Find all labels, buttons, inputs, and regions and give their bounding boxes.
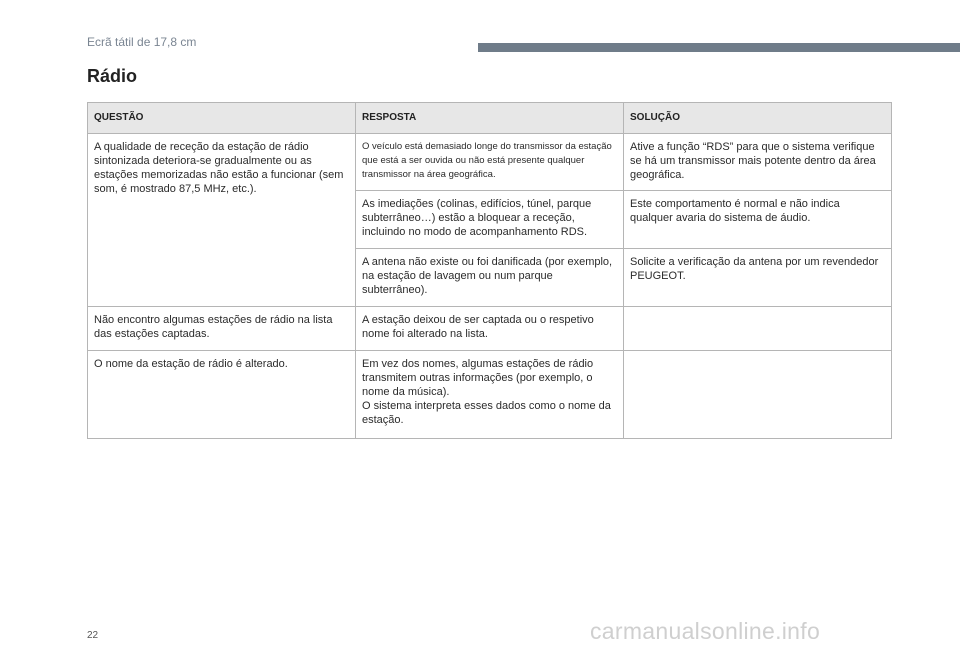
watermark: carmanualsonline.info <box>590 618 821 644</box>
table-row <box>88 307 892 351</box>
response-cell: As imediações (colinas, edifícios, túnel, parque subterrâneo…) estão a bloquear a receção, incluindo no modo de acompanhamento RDS. <box>356 191 624 249</box>
question-cell: Não encontro algumas estações de rádio na lista das estações captadas. <box>88 307 356 351</box>
column-header-solution: SOLUÇÃO <box>624 103 892 134</box>
solution-cell: Solicite a verificação da antena por um revendedor PEUGEOT. <box>624 249 892 307</box>
column-header-question: QUESTÃO <box>88 103 356 134</box>
solution-cell <box>624 351 892 439</box>
question-cell: A qualidade de receção da estação de rádio sintonizada deteriora-se gradualmente ou as estações memorizadas não estão a funcionar (sem som, é mostrado 87,5 MHz, etc.). <box>88 134 356 307</box>
faq-table <box>87 102 892 439</box>
solution-cell: Ative a função “RDS” para que o sistema verifique se há um transmissor mais potente dentro da área geográfica. <box>624 134 892 191</box>
table-header-row <box>88 103 892 134</box>
page-number: 22 <box>87 630 99 641</box>
page-title: Rádio <box>87 66 138 86</box>
response-cell: Em vez dos nomes, algumas estações de rádio transmitem outras informações (por exemplo, o nome da música). O sistema interpreta esses dados como o nome da estação. <box>356 351 624 439</box>
section-label: Ecrã tátil de 17,8 cm <box>87 35 197 49</box>
solution-cell: Este comportamento é normal e não indica qualquer avaria do sistema de áudio. <box>624 191 892 249</box>
question-cell: O nome da estação de rádio é alterado. <box>88 351 356 439</box>
response-cell: A estação deixou de ser captada ou o respetivo nome foi alterado na lista. <box>356 307 624 351</box>
header-bar <box>478 43 960 52</box>
table-row <box>88 351 892 439</box>
response-cell: O veículo está demasiado longe do transmissor da estação que está a ser ouvida ou não está presente qualquer transmissor na área geográfica. <box>356 134 624 191</box>
column-header-response: RESPOSTA <box>356 103 624 134</box>
solution-cell <box>624 307 892 351</box>
response-cell: A antena não existe ou foi danificada (por exemplo, na estação de lavagem ou num parque subterrâneo). <box>356 249 624 307</box>
table-row <box>88 134 892 191</box>
